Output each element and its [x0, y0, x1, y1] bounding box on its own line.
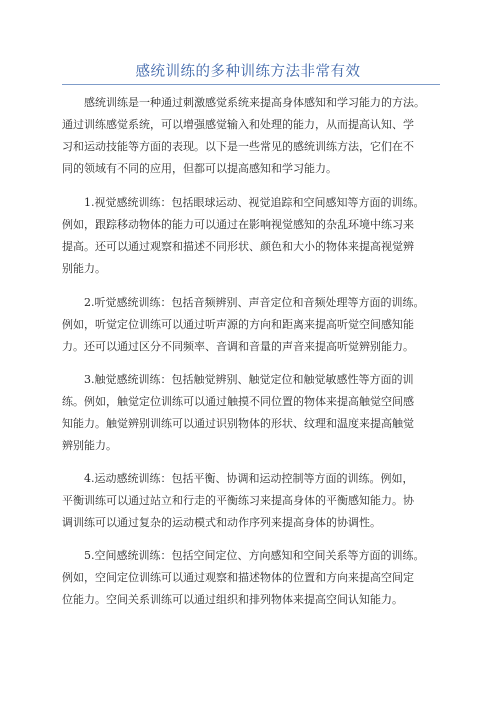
text-line: 习和运动技能等方面的表现。以下是一些常见的感统训练方法，它们在不: [62, 140, 414, 153]
text-line: 知能力。触觉辨别训练可以通过识别物体的形状、纹理和温度来提高触觉: [62, 417, 414, 430]
text-line: 通过训练感觉系统，可以增强感觉输入和处理的能力，从而提高认知、学: [62, 118, 414, 131]
text-line: 力。还可以通过区分不同频率、音调和音量的声音来提高听觉辨别能力。: [62, 340, 414, 353]
text-line: 3.触觉感统训练：包括触觉辨别、触觉定位和触觉敏感性等方面的训: [84, 373, 414, 386]
text-line: 练。例如，触觉定位训练可以通过触摸不同位置的物体来提高触觉空间感: [62, 395, 414, 408]
text-line: 2.听觉感统训练：包括音频辨别、声音定位和音频处理等方面的训练。: [84, 296, 425, 309]
text-line: 辨别能力。: [62, 439, 117, 452]
text-line: 提高。还可以通过观察和描述不同形状、颜色和大小的物体来提高视觉辨: [62, 240, 414, 253]
text-line: 例如，空间定位训练可以通过观察和描述物体的位置和方向来提高空间定: [62, 571, 414, 584]
paragraph-motor: [62, 468, 442, 534]
text-line: 同的领域有不同的应用，但都可以提高感知和学习能力。: [62, 162, 337, 175]
paragraph-visual: [62, 192, 442, 280]
text-line: 平衡训练可以通过站立和行走的平衡练习来提高身体的平衡感知能力。协: [62, 494, 414, 507]
paragraph-auditory: [62, 292, 442, 358]
text-line: 例如，听觉定位训练可以通过听声源的方向和距离来提高听觉空间感知能: [62, 318, 414, 331]
text-line: 感统训练是一种通过刺激感觉系统来提高身体感知和学习能力的方法。: [84, 96, 425, 109]
text-line: 5.空间感统训练：包括空间定位、方向感知和空间关系等方面的训练。: [84, 549, 425, 562]
text-line: 别能力。: [62, 262, 106, 275]
text-line: 位能力。空间关系训练可以通过组织和排列物体来提高空间认知能力。: [62, 593, 403, 606]
text-line: 例如，跟踪移动物体的能力可以通过在影响视觉感知的杂乱环境中练习来: [62, 218, 414, 231]
paragraph-tactile: [62, 369, 442, 457]
text-line: 1.视觉感统训练：包括眼球运动、视觉追踪和空间感知等方面的训练。: [84, 196, 425, 209]
text-line: 4.运动感统训练：包括平衡、协调和运动控制等方面的训练。例如，: [84, 472, 414, 485]
document-title: 感统训练的多种训练方法非常有效: [135, 64, 361, 80]
paragraph-spatial: [62, 545, 442, 611]
title-underline: [62, 84, 440, 85]
text-line: 调训练可以通过复杂的运动模式和动作序列来提高身体的协调性。: [62, 516, 381, 529]
paragraph-intro: [62, 92, 442, 180]
